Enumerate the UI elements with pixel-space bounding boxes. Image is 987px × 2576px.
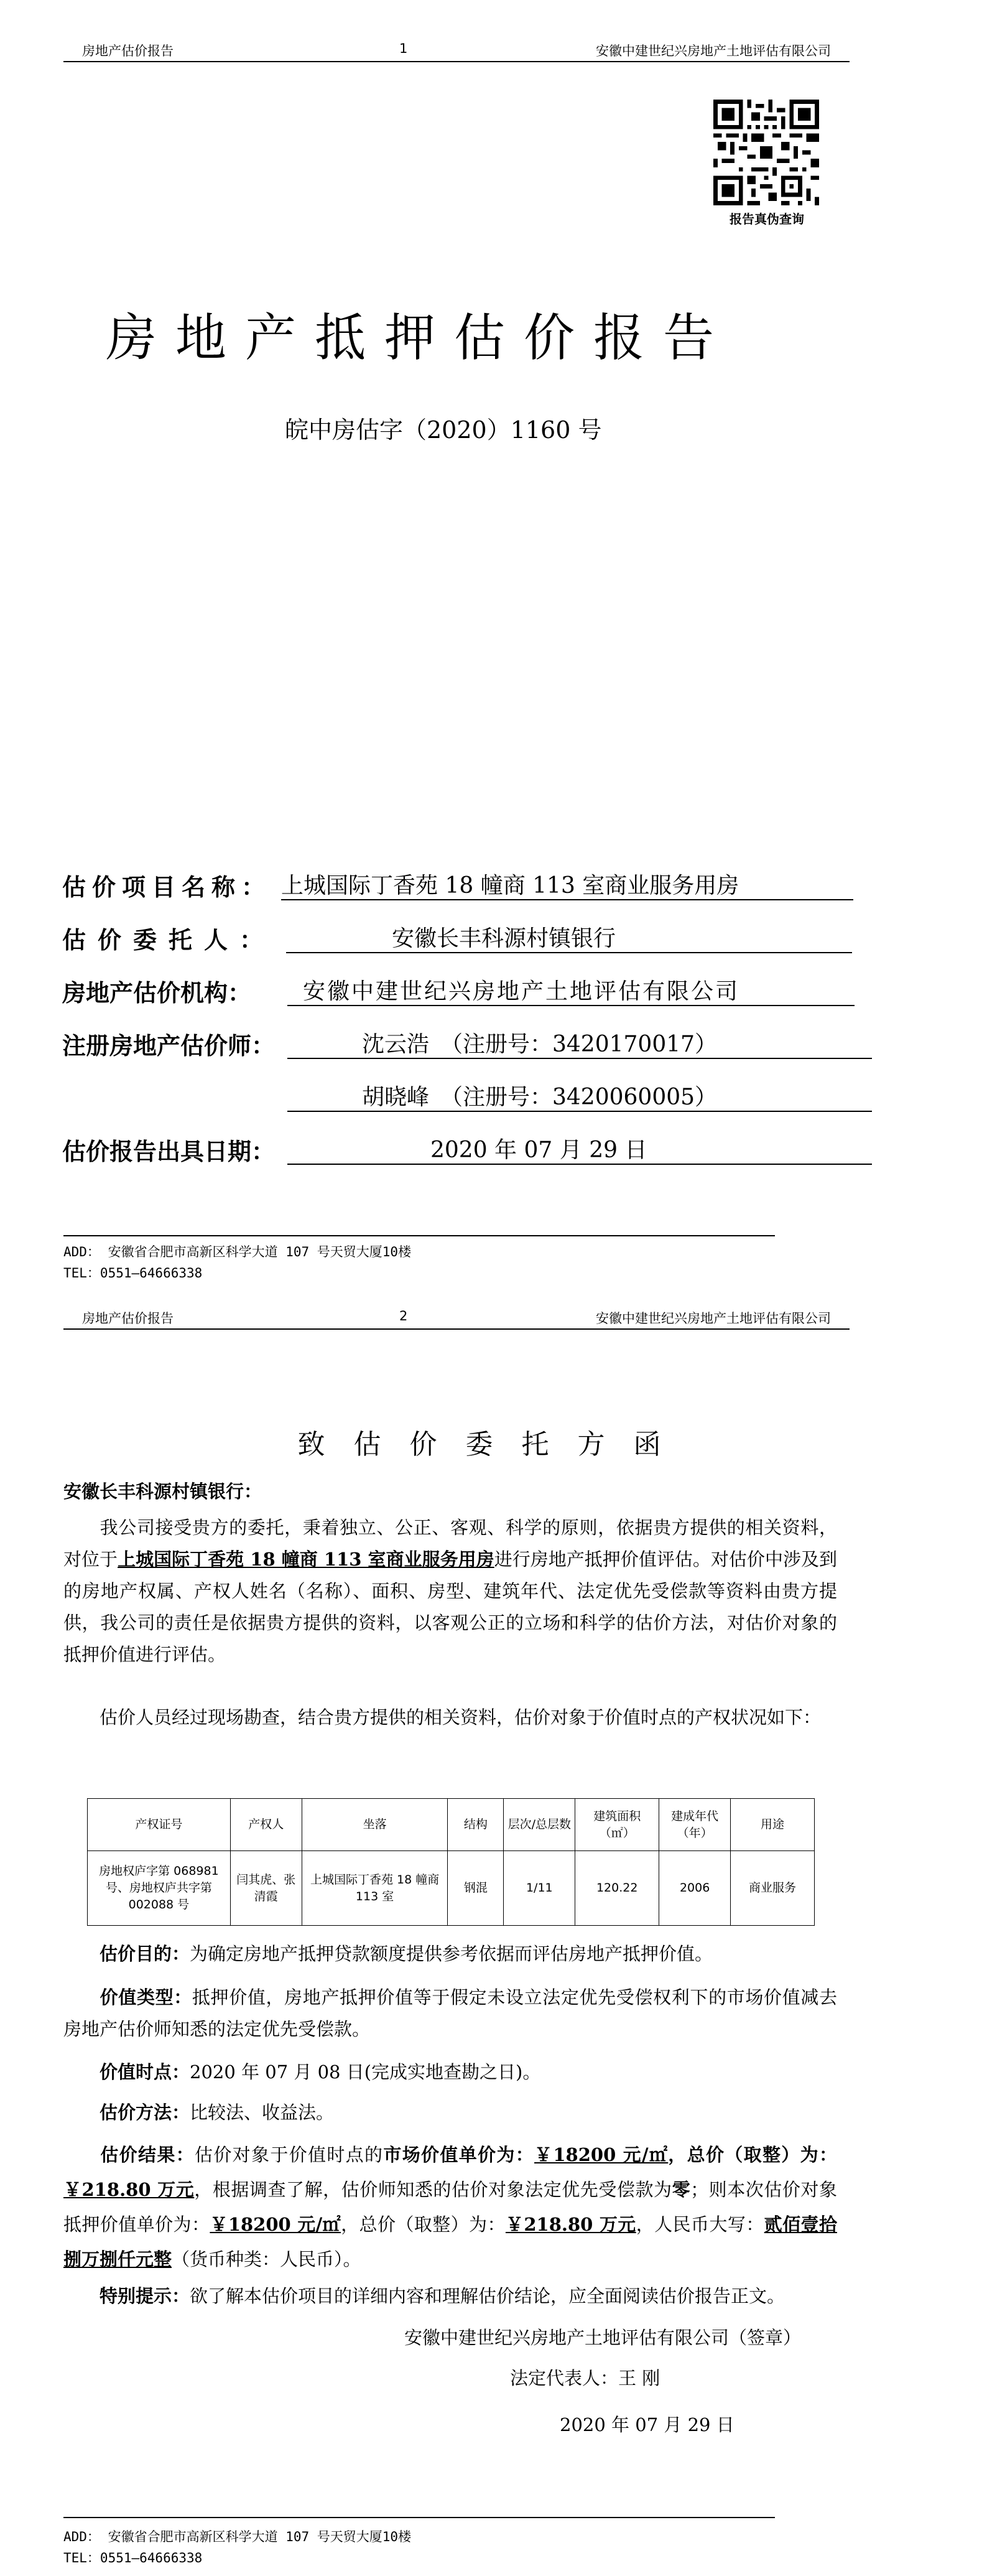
company-signature: 安徽中建世纪兴房地产土地评估有限公司（签章）	[404, 2327, 802, 2348]
agency-value: 安徽中建世纪兴房地产土地评估有限公司	[287, 974, 855, 1006]
property-address: 上城国际丁香苑 18 幢商 113 室商业服务用房	[118, 1549, 494, 1570]
mortgage-unit-price: ￥18200 元/㎡	[210, 2214, 341, 2235]
header-left: 房地产估价报告	[82, 44, 174, 58]
table-header: 用途	[731, 1799, 815, 1851]
market-total-price: ￥218.80 万元	[63, 2179, 195, 2200]
footer-address: ADD： 安徽省合肥市高新区科学大道 107 号天贸大厦10楼	[63, 2529, 412, 2544]
paragraph-value-type: 价值类型：抵押价值，房地产抵押价值等于假定未设立法定优先受偿权利下的市场价值减去房地产估价师知悉的法定优先受偿款。	[63, 1987, 837, 2040]
letter-title: 致估价委托方函	[297, 1429, 690, 1460]
date-label: 估价报告出具日期：	[62, 1138, 276, 1165]
table-header: 结构	[448, 1799, 504, 1851]
paragraph-value-date: 价值时点：2020 年 07 月 08 日(完成实地查勘之日)。	[100, 2061, 541, 2083]
page-number: 1	[399, 41, 408, 56]
header-left: 房地产估价报告	[82, 1311, 174, 1326]
paragraph-result: 估价结果：估价对象于价值时点的市场价值单价为：￥18200 元/㎡，总价（取整）为：￥218.80 万元，根据调查了解，估价师知悉的估价对象法定优先受偿款为零；则本次估价对象抵押价值单价为：￥18200 元/㎡，总价（取整）为：￥218.80 万元，人民币大写：贰佰壹拾捌万捌仟元整（货币种类：人民币）。	[63, 2144, 837, 2270]
footer-divider	[63, 2517, 775, 2518]
paragraph-survey: 估价人员经过现场勘查，结合贵方提供的相关资料，估价对象于价值时点的产权状况如下：	[100, 1707, 822, 1728]
table-cell: 120.22	[575, 1851, 659, 1926]
table-header: 层次/总层数	[504, 1799, 575, 1851]
date-row	[62, 1132, 871, 1167]
table-row	[88, 1851, 815, 1926]
appraiser-1: 沈云浩 （注册号：3420170017）	[287, 1027, 872, 1059]
mortgage-total-price: ￥218.80 万元	[505, 2214, 636, 2235]
report-title: 房地产抵押估价报告	[106, 309, 733, 368]
footer-address: ADD： 安徽省合肥市高新区科学大道 107 号天贸大厦10楼	[63, 1244, 412, 1259]
appraiser-row-2	[62, 1080, 871, 1114]
footer-divider	[63, 1235, 775, 1236]
table-header-row	[88, 1799, 815, 1851]
footer-tel: TEL：0551—64666338	[63, 2550, 203, 2565]
appraiser-2: 胡晓峰 （注册号：3420060005）	[287, 1080, 872, 1112]
qr-caption: 报告真伪查询	[730, 212, 804, 226]
paragraph-intro: 我公司接受贵方的委托，秉着独立、公正、客观、科学的原则，依据贵方提供的相关资料，对位于上城国际丁香苑 18 幢商 113 室商业服务用房进行房地产抵押价值评估。对估价中涉及到的房地产权属、产权人姓名（名称）、面积、房型、建筑年代、法定优先受偿款等资料由贵方提供，我公司的责任是依据贵方提供的资料，以客观公正的立场和科学的估价方法，对估价对象的抵押价值进行评估。	[63, 1517, 837, 1665]
table-cell: 上城国际丁香苑 18 幢商 113 室	[302, 1851, 448, 1926]
paragraph-notice: 特别提示：欲了解本估价项目的详细内容和理解估价结论，应全面阅读估价报告正文。	[100, 2285, 785, 2307]
table-header: 产权证号	[88, 1799, 231, 1851]
amount-in-words: 贰佰壹拾捌万捌仟元整	[63, 2214, 837, 2270]
date-value: 2020 年 07 月 29 日	[287, 1132, 872, 1165]
qr-code-icon[interactable]	[713, 100, 819, 205]
running-header	[63, 37, 850, 62]
project-value: 上城国际丁香苑 18 幢商 113 室商业服务用房	[281, 868, 853, 900]
addressee: 安徽长丰科源村镇银行：	[63, 1481, 262, 1502]
paragraph-method: 估价方法：比较法、收益法。	[100, 2102, 335, 2123]
letter-page	[0, 1297, 987, 2576]
header-right: 安徽中建世纪兴房地产土地评估有限公司	[596, 44, 831, 58]
table-cell: 2006	[659, 1851, 731, 1926]
client-row	[62, 921, 858, 956]
table-header: 建成年代（年）	[659, 1799, 731, 1851]
footer	[63, 1241, 411, 1284]
project-row	[62, 868, 858, 903]
header-right: 安徽中建世纪兴房地产土地评估有限公司	[596, 1311, 831, 1326]
agency-row	[62, 974, 858, 1009]
footer-tel: TEL：0551—64666338	[63, 1266, 203, 1281]
table-cell: 商业服务	[731, 1851, 815, 1926]
table-cell: 闫其虎、张清霞	[230, 1851, 302, 1926]
project-label: 估价项目名称：	[62, 874, 272, 901]
agency-label: 房地产估价机构：	[62, 979, 252, 1007]
page-number: 2	[399, 1309, 408, 1323]
paragraph-purpose: 估价目的：为确定房地产抵押贷款额度提供参考依据而评估房地产抵押价值。	[100, 1943, 713, 1964]
running-header	[63, 1305, 850, 1330]
table-cell: 钢混	[448, 1851, 504, 1926]
table-header: 产权人	[230, 1799, 302, 1851]
letter-date: 2020 年 07 月 29 日	[560, 2414, 734, 2435]
table-cell: 1/11	[504, 1851, 575, 1926]
appraiser-label: 注册房地产估价师：	[62, 1032, 276, 1060]
market-unit-price: ￥18200 元/㎡	[534, 2144, 669, 2165]
appraiser-row-1	[62, 1027, 871, 1062]
client-label: 估价委托人：	[62, 926, 276, 954]
report-number: 皖中房估字（2020）1160 号	[285, 416, 602, 444]
footer	[63, 2526, 411, 2569]
property-table	[87, 1798, 815, 1926]
legal-representative: 法定代表人：王 刚	[510, 2368, 660, 2389]
client-value: 安徽长丰科源村镇银行	[286, 921, 852, 953]
table-cell: 房地权庐字第 068981 号、房地权庐共字第 002088 号	[88, 1851, 231, 1926]
table-header: 坐落	[302, 1799, 448, 1851]
table-header: 建筑面积（㎡）	[575, 1799, 659, 1851]
